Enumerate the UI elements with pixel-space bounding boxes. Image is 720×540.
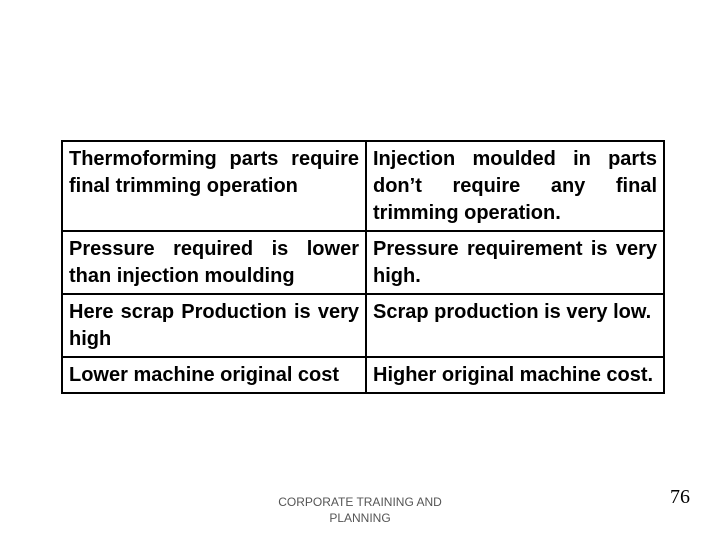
table-row [62, 231, 664, 294]
table-cell-thermoforming: Pressure required is lower than injection moulding [62, 231, 366, 294]
table-row [62, 141, 664, 231]
table-cell-injection-moulding: Higher original machine cost. [366, 357, 664, 393]
footer [260, 494, 460, 526]
table-row [62, 294, 664, 357]
table-cell-thermoforming: Here scrap Production is very high [62, 294, 366, 357]
table-cell-thermoforming: Thermoforming parts require final trimming operation [62, 141, 366, 231]
table-cell-thermoforming: Lower machine original cost [62, 357, 366, 393]
footer-line-1: CORPORATE TRAINING AND [278, 495, 442, 509]
table-cell-injection-moulding: Pressure requirement is very high. [366, 231, 664, 294]
page-number: 76 [670, 486, 690, 508]
comparison-table [61, 140, 665, 394]
table-cell-injection-moulding: Scrap production is very low. [366, 294, 664, 357]
table-row [62, 357, 664, 393]
footer-line-2: PLANNING [329, 511, 391, 525]
table-cell-injection-moulding: Injection moulded in parts don’t require any final trimming operation. [366, 141, 664, 231]
